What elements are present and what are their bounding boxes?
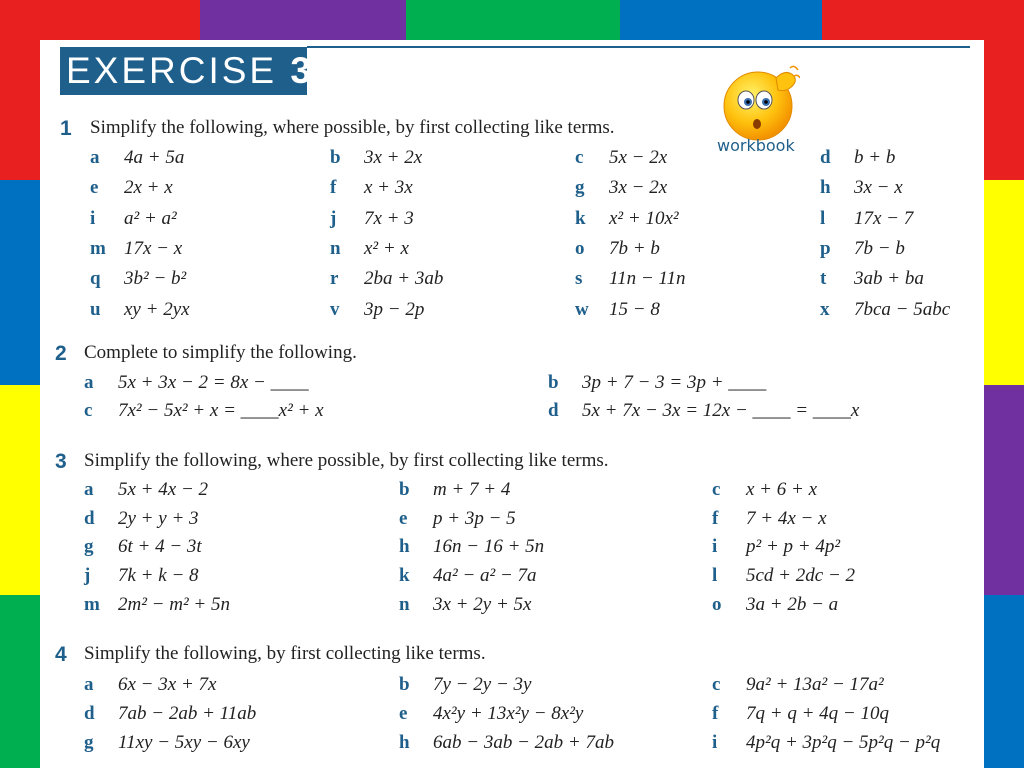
q3-item-j: [84, 563, 199, 589]
item-letter: g: [84, 536, 94, 558]
item-expression: 5x + 3x − 2 = 8x − ____: [118, 372, 309, 393]
question-3-prompt: Simplify the following, where possible, by first collecting like terms.: [84, 450, 609, 471]
q3-item-o: [712, 592, 838, 618]
workbook-label: workbook: [717, 136, 795, 155]
item-expression: 11xy − 5xy − 6xy: [118, 732, 250, 753]
item-expression: 3x + 2y + 5x: [433, 593, 532, 615]
item-expression: 3x − 2x: [609, 177, 668, 199]
item-letter: a: [84, 674, 94, 695]
item-letter: h: [399, 732, 410, 753]
q1-item-g: [575, 175, 667, 201]
q4-item-d: [84, 701, 256, 727]
item-expression: 4x²y + 13x²y − 8x²y: [433, 703, 584, 724]
thinking-face-icon: [720, 64, 800, 142]
item-letter: f: [712, 703, 719, 724]
q4-item-e: [399, 701, 583, 727]
item-letter: l: [712, 565, 718, 587]
q1-item-u: [90, 297, 190, 323]
item-letter: i: [712, 732, 718, 753]
q3-item-n: [399, 592, 531, 618]
item-expression: x² + x: [364, 237, 409, 259]
q3-item-h: [399, 534, 544, 560]
item-letter: s: [575, 268, 583, 290]
item-expression: 7ab − 2ab + 11ab: [118, 703, 257, 724]
item-expression: 7k + k − 8: [118, 565, 199, 587]
q3-item-i: [712, 534, 840, 560]
item-expression: 15 − 8: [609, 298, 660, 320]
item-expression: x² + 10x²: [609, 207, 679, 229]
item-expression: 4a² − a² − 7a: [433, 565, 537, 587]
q1-item-w: [575, 297, 660, 323]
item-letter: g: [84, 732, 94, 753]
item-letter: v: [330, 298, 340, 320]
item-letter: b: [330, 147, 341, 168]
q1-item-r: [330, 266, 443, 292]
item-expression: p² + p + 4p²: [746, 536, 841, 558]
item-letter: u: [90, 298, 101, 320]
item-letter: t: [820, 268, 827, 290]
item-letter: e: [399, 507, 408, 529]
item-expression: 5x − 2x: [609, 147, 668, 168]
item-expression: 7x² − 5x² + x = ____x² + x: [118, 400, 324, 421]
item-expression: 9a² + 13a² − 17a²: [746, 674, 884, 695]
item-letter: b: [399, 674, 410, 695]
item-expression: 3ab + ba: [854, 268, 924, 290]
item-letter: m: [90, 237, 106, 259]
q4-item-a: [84, 672, 216, 698]
item-letter: o: [575, 237, 585, 259]
q4-item-g: [84, 730, 250, 756]
item-letter: a: [90, 147, 100, 168]
item-letter: e: [399, 703, 408, 724]
item-expression: b + b: [854, 147, 896, 168]
q4-item-f: [712, 701, 889, 727]
item-expression: 7b − b: [854, 237, 905, 259]
q1-item-v: [330, 297, 424, 323]
q1-item-n: [330, 236, 409, 262]
exercise-title: EXERCISE 3A: [60, 47, 307, 95]
item-letter: e: [90, 177, 99, 199]
item-expression: 6ab − 3ab − 2ab + 7ab: [433, 732, 614, 753]
item-expression: 3x − x: [854, 177, 903, 199]
q2-item-a: [84, 370, 309, 396]
item-expression: 2x + x: [124, 177, 173, 199]
q3-item-a: [84, 477, 208, 503]
item-expression: 7 + 4x − x: [746, 507, 827, 529]
item-letter: i: [712, 536, 718, 558]
item-letter: p: [820, 237, 831, 259]
question-4-prompt: Simplify the following, by first collecting like terms.: [84, 643, 486, 664]
q1-item-e: [90, 175, 173, 201]
item-letter: c: [84, 400, 93, 421]
item-expression: 16n − 16 + 5n: [433, 536, 545, 558]
item-letter: k: [399, 565, 410, 587]
q2-item-d: [548, 398, 859, 424]
q1-item-a: [90, 145, 184, 171]
item-letter: a: [84, 479, 94, 500]
q3-item-g: [84, 534, 202, 560]
item-letter: m: [84, 593, 100, 615]
item-letter: a: [84, 372, 94, 393]
item-expression: 3p − 2p: [364, 298, 425, 320]
q3-item-f: [712, 506, 827, 532]
q4-item-b: [399, 672, 531, 698]
q4-item-c: [712, 672, 884, 698]
item-letter: c: [712, 674, 721, 695]
question-3-number: 3: [55, 450, 67, 473]
q1-item-j: [330, 206, 414, 232]
q4-item-i: [712, 730, 940, 756]
item-letter: c: [575, 147, 584, 168]
q1-item-d: [820, 145, 895, 171]
question-1-prompt: Simplify the following, where possible, by first collecting like terms.: [90, 117, 615, 138]
q1-item-t: [820, 266, 924, 292]
item-expression: 3b² − b²: [124, 268, 187, 290]
item-letter: o: [712, 593, 722, 615]
item-letter: r: [330, 268, 339, 290]
item-letter: g: [575, 177, 585, 199]
item-letter: n: [330, 237, 341, 259]
item-expression: 7x + 3: [364, 207, 414, 229]
item-expression: 7b + b: [609, 237, 660, 259]
item-expression: 4a + 5a: [124, 147, 185, 168]
q2-item-c: [84, 398, 324, 424]
q1-item-q: [90, 266, 186, 292]
item-expression: xy + 2yx: [124, 298, 190, 320]
item-expression: 17x − x: [124, 237, 183, 259]
item-letter: b: [399, 479, 410, 500]
q3-item-c: [712, 477, 817, 503]
question-4-number: 4: [55, 643, 67, 666]
q4-item-h: [399, 730, 614, 756]
q2-item-b: [548, 370, 766, 396]
item-expression: 2ba + 3ab: [364, 268, 444, 290]
q1-item-s: [575, 266, 686, 292]
question-2-prompt: Complete to simplify the following.: [84, 342, 357, 363]
item-expression: 2y + y + 3: [118, 507, 199, 529]
q1-item-c: [575, 145, 667, 171]
item-expression: 7q + q + 4q − 10q: [746, 703, 889, 724]
item-expression: 11n − 11n: [609, 268, 686, 290]
q3-item-m: [84, 592, 230, 618]
item-expression: m + 7 + 4: [433, 479, 511, 500]
item-expression: 2m² − m² + 5n: [118, 593, 230, 615]
item-letter: c: [712, 479, 721, 500]
item-letter: x: [820, 298, 830, 320]
item-expression: a² + a²: [124, 207, 177, 229]
item-letter: j: [330, 207, 337, 229]
item-expression: 3p + 7 − 3 = 3p + ____: [582, 372, 767, 393]
item-letter: f: [330, 177, 337, 199]
item-expression: 7bca − 5abc: [854, 298, 951, 320]
item-expression: 7y − 2y − 3y: [433, 674, 532, 695]
item-expression: x + 3x: [364, 177, 413, 199]
item-letter: k: [575, 207, 586, 229]
q1-item-k: [575, 206, 679, 232]
item-letter: n: [399, 593, 410, 615]
item-letter: l: [820, 207, 826, 229]
item-expression: 5x + 7x − 3x = 12x − ____ = ____x: [582, 400, 860, 421]
item-letter: i: [90, 207, 96, 229]
item-letter: d: [84, 507, 95, 529]
item-expression: p + 3p − 5: [433, 507, 516, 529]
item-letter: j: [84, 565, 91, 587]
item-letter: d: [84, 703, 95, 724]
item-expression: 3a + 2b − a: [746, 593, 839, 615]
item-letter: h: [820, 177, 831, 199]
q3-item-b: [399, 477, 510, 503]
q1-item-l: [820, 206, 913, 232]
item-letter: h: [399, 536, 410, 558]
item-letter: b: [548, 372, 559, 393]
q3-item-e: [399, 506, 516, 532]
header-rule: [307, 46, 970, 48]
item-expression: 3x + 2x: [364, 147, 423, 168]
item-expression: 17x − 7: [854, 207, 914, 229]
item-letter: q: [90, 268, 101, 290]
q1-item-b: [330, 145, 422, 171]
item-expression: 4p²q + 3p²q − 5p²q − p²q: [746, 732, 941, 753]
item-expression: 6t + 4 − 3t: [118, 536, 202, 558]
q1-item-x: [820, 297, 950, 323]
q3-item-l: [712, 563, 855, 589]
q1-item-p: [820, 236, 905, 262]
item-expression: x + 6 + x: [746, 479, 818, 500]
q1-item-f: [330, 175, 413, 201]
item-expression: 5x + 4x − 2: [118, 479, 209, 500]
question-1-number: 1: [60, 117, 72, 140]
item-letter: d: [820, 147, 831, 168]
q3-item-d: [84, 506, 199, 532]
item-letter: w: [575, 298, 589, 320]
question-2-number: 2: [55, 342, 67, 365]
item-expression: 5cd + 2dc − 2: [746, 565, 856, 587]
q1-item-h: [820, 175, 903, 201]
item-expression: 6x − 3x + 7x: [118, 674, 217, 695]
q1-item-i: [90, 206, 177, 232]
q1-item-o: [575, 236, 660, 262]
q3-item-k: [399, 563, 537, 589]
item-letter: f: [712, 507, 719, 529]
q1-item-m: [90, 236, 182, 262]
item-letter: d: [548, 400, 559, 421]
